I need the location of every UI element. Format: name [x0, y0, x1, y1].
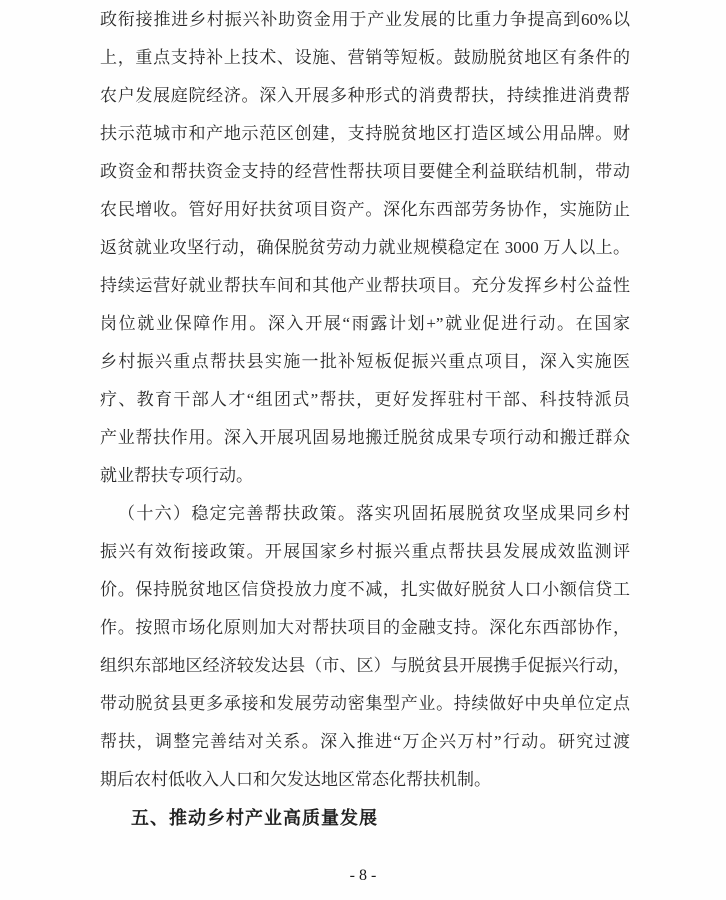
text-line: 返贫就业攻坚行动，确保脱贫劳动力就业规模稳定在 3000 万人以上。: [100, 238, 630, 257]
text-line: 岗位就业保障作用。深入开展“雨露计划+”就业促进行动。在国家: [100, 314, 630, 333]
text-line: 带动脱贫县更多承接和发展劳动密集型产业。持续做好中央单位定点: [100, 694, 630, 713]
text-line-paragraph-16-start: （十六）稳定完善帮扶政策。落实巩固拓展脱贫攻坚成果同乡村: [118, 504, 630, 523]
text-line: 政资金和帮扶资金支持的经营性帮扶项目要健全利益联结机制，带动: [100, 162, 630, 181]
text-line: 帮扶，调整完善结对关系。深入推进“万企兴万村”行动。研究过渡: [100, 732, 630, 751]
text-line: 上，重点支持补上技术、设施、营销等短板。鼓励脱贫地区有条件的: [100, 48, 630, 67]
section-heading: 五、推动乡村产业高质量发展: [131, 808, 378, 828]
text-line: 疗、教育干部人才“组团式”帮扶，更好发挥驻村干部、科技特派员: [100, 390, 630, 409]
page-number: - 8 -: [349, 867, 377, 884]
text-line: 政衔接推进乡村振兴补助资金用于产业发展的比重力争提高到60%以: [100, 10, 630, 29]
text-line: 作。按照市场化原则加大对帮扶项目的金融支持。深化东西部协作，: [100, 618, 630, 637]
text-line: 期后农村低收入人口和欠发达地区常态化帮扶机制。: [100, 770, 491, 789]
text-line: 振兴有效衔接政策。开展国家乡村振兴重点帮扶县发展成效监测评: [100, 542, 630, 561]
text-line: 就业帮扶专项行动。: [100, 466, 253, 485]
text-line: 扶示范城市和产地示范区创建，支持脱贫地区打造区域公用品牌。财: [100, 124, 630, 143]
text-line: 乡村振兴重点帮扶县实施一批补短板促振兴重点项目，深入实施医: [100, 352, 630, 371]
text-line: 价。保持脱贫地区信贷投放力度不减，扎实做好脱贫人口小额信贷工: [100, 580, 630, 599]
text-line: 农户发展庭院经济。深入开展多种形式的消费帮扶，持续推进消费帮: [100, 86, 630, 105]
text-line: 农民增收。管好用好扶贫项目资产。深化东西部劳务协作，实施防止: [100, 200, 630, 219]
text-line: 产业帮扶作用。深入开展巩固易地搬迁脱贫成果专项行动和搬迁群众: [100, 428, 630, 447]
text-line: 持续运营好就业帮扶车间和其他产业帮扶项目。充分发挥乡村公益性: [100, 276, 630, 295]
document-body: [100, 1, 630, 837]
text-line: 组织东部地区经济较发达县（市、区）与脱贫县开展携手促振兴行动，: [100, 656, 630, 675]
